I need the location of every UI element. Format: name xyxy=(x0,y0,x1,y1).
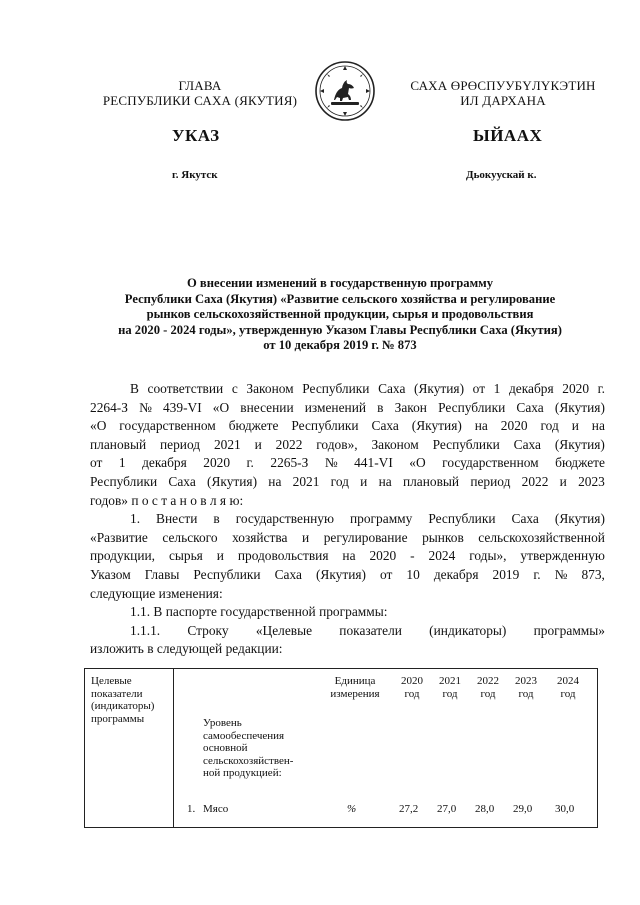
issuer-republic: РЕСПУБЛИКИ САХА (ЯКУТИЯ) xyxy=(102,93,298,108)
doc-type-yakut: ЫЙААХ xyxy=(473,126,543,145)
row-name: Мясо xyxy=(203,803,229,815)
year-label: 2021 xyxy=(439,675,461,687)
row-value-2023: 29,0 xyxy=(513,803,533,815)
decree-title xyxy=(76,276,604,354)
body-line: «Развитие сельского хозяйства и регулирование рынков сельскохозяйственной xyxy=(90,529,605,545)
issuer-header-russian xyxy=(90,78,310,108)
year-suffix: год xyxy=(560,687,576,700)
row-header-line: показатели xyxy=(91,687,143,700)
unit-header-line: измерения xyxy=(330,687,380,700)
doc-type-russian: УКАЗ xyxy=(172,126,220,145)
body-line: годов» п о с т а н о в л я ю: xyxy=(90,492,244,508)
row-number: 1. xyxy=(187,803,196,815)
issuer-title: ГЛАВА xyxy=(178,78,222,93)
body-line: плановый период 2021 и 2022 годов», Законом Республики Саха (Якутия) xyxy=(90,436,605,452)
body-line: Республики Саха (Якутия) на 2021 год и на плановый период 2022 и 2023 xyxy=(90,473,605,489)
issuer-republic-yakut: САХА ӨРӨСПУУБҮЛҮКЭТИН xyxy=(410,78,596,93)
title-line: от 10 декабря 2019 г. № 873 xyxy=(263,338,417,352)
level-line: сельскохозяйствен- xyxy=(203,754,294,767)
title-line: О внесении изменений в государственную программу xyxy=(186,276,494,290)
year-header xyxy=(397,675,427,700)
unit-header-line: Единица xyxy=(334,675,376,687)
body-line: изложить в следующей редакции: xyxy=(90,641,283,657)
year-header xyxy=(553,675,583,700)
decree-body xyxy=(90,380,605,659)
row-header-line: программы xyxy=(91,712,145,725)
body-line: Указом Главы Республики Саха (Якутия) от 10 декабря 2019 г. № 873, xyxy=(90,566,605,582)
title-line: рынков сельскохозяйственной продукции, сырья и продовольствия xyxy=(146,307,534,321)
indicators-table xyxy=(84,668,598,828)
republic-emblem-icon xyxy=(314,60,376,122)
year-header xyxy=(435,675,465,700)
year-label: 2024 xyxy=(557,675,579,687)
body-line: «О государственном бюджете Республики Саха (Якутия) на 2020 год и на xyxy=(90,418,605,434)
body-line: 1.1.1. Строку «Целевые показатели (индикаторы) программы» xyxy=(130,622,605,638)
year-header xyxy=(511,675,541,700)
year-suffix: год xyxy=(480,687,496,700)
unit-header xyxy=(323,675,387,700)
year-label: 2023 xyxy=(515,675,537,687)
body-line: 1. Внести в государственную программу Республики Саха (Якутия) xyxy=(130,511,605,527)
row-value-2021: 27,0 xyxy=(437,803,457,815)
row-value-2024: 30,0 xyxy=(555,803,575,815)
issuer-title-yakut: ИЛ ДАРХАНА xyxy=(460,93,546,108)
row-header-line: (индикаторы) xyxy=(91,700,155,712)
title-line: Республики Саха (Якутия) «Развитие сельского хозяйства и регулирование xyxy=(124,291,556,306)
table-row-header xyxy=(91,675,171,725)
year-header xyxy=(473,675,503,700)
city-russian: г. Якутск xyxy=(172,169,218,181)
body-line: от 1 декабря 2020 г. 2265-З № 441-VI «О государственном бюджете xyxy=(90,455,605,471)
year-suffix: год xyxy=(404,687,420,700)
year-label: 2022 xyxy=(477,675,499,687)
row-header-line: Целевые xyxy=(91,675,132,687)
issuer-header-yakut xyxy=(398,78,608,108)
level-line: ной продукцией: xyxy=(203,767,282,779)
title-line: на 2020 - 2024 годы», утвержденную Указом Главы Республики Саха (Якутия) xyxy=(118,322,562,337)
row-value-2022: 28,0 xyxy=(475,803,495,815)
body-line: В соответствии с Законом Республики Саха (Якутия) от 1 декабря 2020 г. xyxy=(130,381,605,396)
row-unit: % xyxy=(347,803,357,815)
body-line: 1.1. В паспорте государственной программы: xyxy=(130,604,388,620)
year-label: 2020 xyxy=(401,675,423,687)
body-line: продукции, сырья и продовольствия на 2020 - 2024 годы», утвержденную xyxy=(90,548,605,564)
level-heading xyxy=(203,717,313,780)
year-suffix: год xyxy=(518,687,534,700)
body-line: следующие изменения: xyxy=(90,585,223,601)
row-value-2020: 27,2 xyxy=(399,803,419,815)
level-line: самообеспечения xyxy=(203,729,285,742)
table-divider xyxy=(173,669,174,827)
city-yakut: Дьокуускай к. xyxy=(466,169,537,181)
level-line: Уровень xyxy=(203,717,242,729)
body-line: 2264-З № 439-VI «О внесении изменений в Закон Республики Саха (Якутия) xyxy=(90,399,605,415)
level-line: основной xyxy=(203,742,248,754)
year-suffix: год xyxy=(442,687,458,700)
